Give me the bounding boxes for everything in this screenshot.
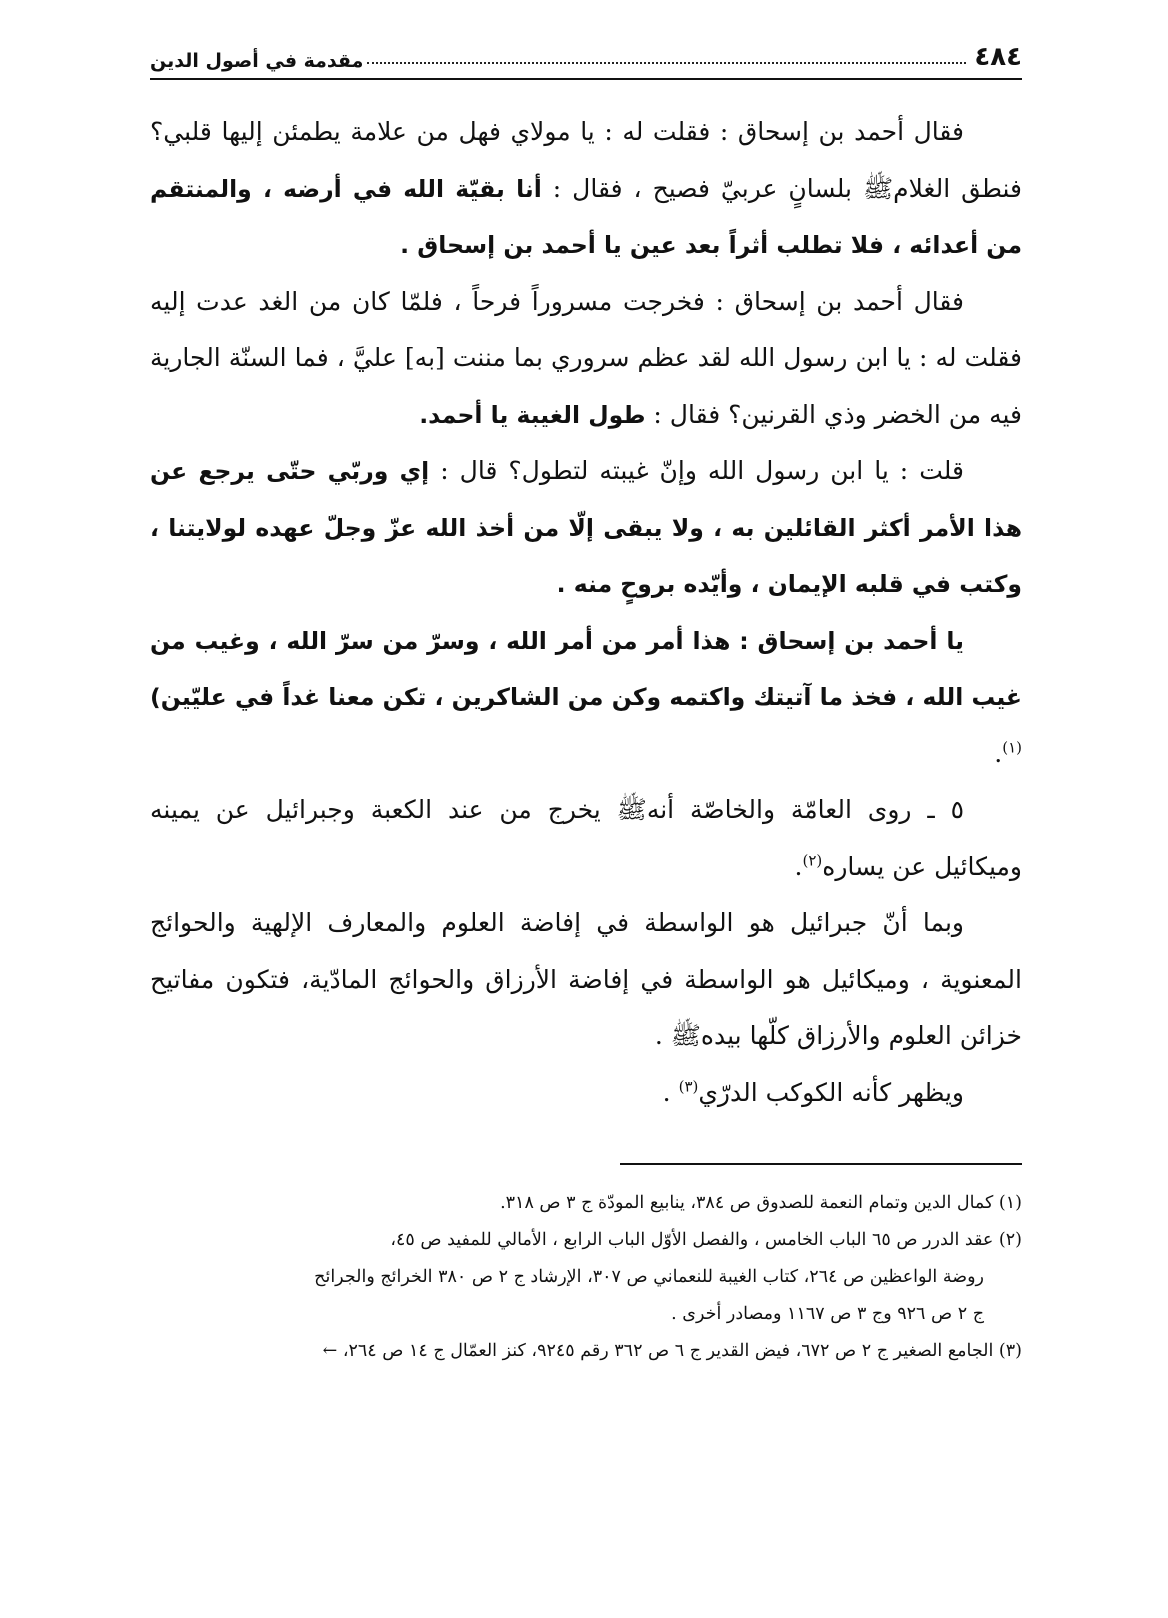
footnote-2-line-1: (٢) عقد الدرر ص ٦٥ الباب الخامس ، والفصل الأوّل الباب الرابع ، الأمالي للمفيد ص ٤٥، xyxy=(390,1230,1022,1250)
paragraph-6 xyxy=(150,895,1022,1065)
paragraph-5 xyxy=(150,782,1022,895)
paragraph-5-period: . xyxy=(794,851,803,881)
paragraph-1-text: فقال أحمد بن إسحاق : فقلت له : يا مولاي فهل من علامة يطمئن إليها قلبي؟ فنطق الغلام xyxy=(150,117,1023,203)
book-page xyxy=(150,32,1022,1370)
footnotes xyxy=(150,1185,1022,1370)
footnote-1: (١) كمال الدين وتمام النعمة للصدوق ص ٣٨٤، ينابيع المودّة ج ٣ ص ٣١٨. xyxy=(500,1193,1022,1213)
paragraph-5-text-b: يخرج من عند الكعبة وجبرائيل عن يمينه وميكائيل عن يساره xyxy=(150,795,1022,881)
paragraph-4-period: . xyxy=(994,738,1003,768)
page-number: ٤٨٤ xyxy=(974,42,1022,72)
footnote-ref-1: (١) xyxy=(1002,738,1022,757)
paragraph-2-quote: طول الغيبة يا أحمد. xyxy=(419,400,646,429)
paragraph-1-text-b: بلسانٍ عربيّ فصيح ، فقال : xyxy=(541,173,863,203)
footnote-ref-2: (٢) xyxy=(802,851,823,870)
footnote-2-cont-2 xyxy=(150,1296,1022,1333)
book-title: مقدمة في أصول الدين xyxy=(150,50,364,72)
paragraph-1 xyxy=(150,104,1022,274)
paragraph-3-quote: إي وربّي حتّى يرجع عن هذا الأمر أكثر القائلين به ، ولا يبقى إلّا من أخذ الله عزّ وجلّ عهده لولايتنا ، وكتب في قلبه الإيمان ، وأيّده بروحٍ منه . xyxy=(150,457,1022,598)
footnote-2-line-2: روضة الواعظين ص ٢٦٤، كتاب الغيبة للنعماني ص ٣٠٧، الإرشاد ج ٢ ص ٣٨٠ الخرائج والجرائح xyxy=(314,1267,984,1287)
running-header xyxy=(150,32,1022,72)
paragraph-4-quote: يا أحمد بن إسحاق : هذا أمر من أمر الله ، وسرّ من سرّ الله ، وغيب من غيب الله ، فخذ ما آتيتك واكتمه وكن من الشاكرين ، تكن معنا غداً في عليّين) xyxy=(150,626,1022,711)
paragraph-1-quote: أنا بقيّة الله في أرضه ، والمنتقم من أعدائه ، فلا تطلب أثراً بعد عين يا أحمد بن إسحاق . xyxy=(150,174,1022,259)
footnote-3: (٣) الجامع الصغير ج ٢ ص ٦٧٢، فيض القدير ج ٦ ص ٣٦٢ رقم ٩٢٤٥، كنز العمّال ج ١٤ ص ٢٦٤، ← xyxy=(322,1341,1022,1361)
paragraph-6-period: . xyxy=(654,1021,671,1050)
honorific-glyph: ﷺ xyxy=(862,173,894,203)
paragraph-3-text: قلت : يا ابن رسول الله وإنّ غيبته لتطول؟ قال : xyxy=(429,456,964,485)
paragraph-2-text: فقال أحمد بن إسحاق : فخرجت مسروراً فرحاً ، فلمّا كان من الغد عدت إليه فقلت له : يا ابن رسول الله لقد عظم سروري بما مننت [به] عليَّ ، فما السنّة الجارية فيه من الخضر وذي القرنين؟ فقال : xyxy=(150,286,1022,429)
footnote-2-cont xyxy=(150,1259,1022,1296)
main-text xyxy=(150,104,1022,1121)
paragraph-7 xyxy=(150,1065,1022,1122)
paragraph-5-text: ٥ ـ روى العامّة والخاصّة أنه xyxy=(646,795,965,824)
footnote-ref-3: (٣) xyxy=(678,1077,699,1096)
footnote-separator xyxy=(620,1163,1022,1165)
paragraph-3 xyxy=(150,443,1022,613)
honorific-glyph: ﷺ xyxy=(616,795,647,824)
paragraph-7-period: . xyxy=(662,1077,679,1107)
footnote-2-line-3: ج ٢ ص ٩٢٦ وج ٣ ص ١١٦٧ ومصادر أخرى . xyxy=(671,1304,984,1324)
paragraph-7-text: ويظهر كأنه الكوكب الدرّي xyxy=(698,1077,964,1107)
honorific-glyph: ﷺ xyxy=(670,1021,701,1050)
paragraph-4 xyxy=(150,613,1022,783)
paragraph-6-text: وبما أنّ جبرائيل هو الواسطة في إفاضة العلوم والمعارف الإلهية والحوائج المعنوية ، وميكائيل هو الواسطة في إفاضة الأرزاق والحوائج المادّية، فتكون مفاتيح خزائن العلوم والأرزاق كلّها بيده xyxy=(150,908,1022,1050)
header-dot-leader xyxy=(367,62,966,64)
paragraph-2 xyxy=(150,274,1022,444)
footnote-2 xyxy=(150,1222,1022,1259)
header-rule xyxy=(150,78,1022,80)
